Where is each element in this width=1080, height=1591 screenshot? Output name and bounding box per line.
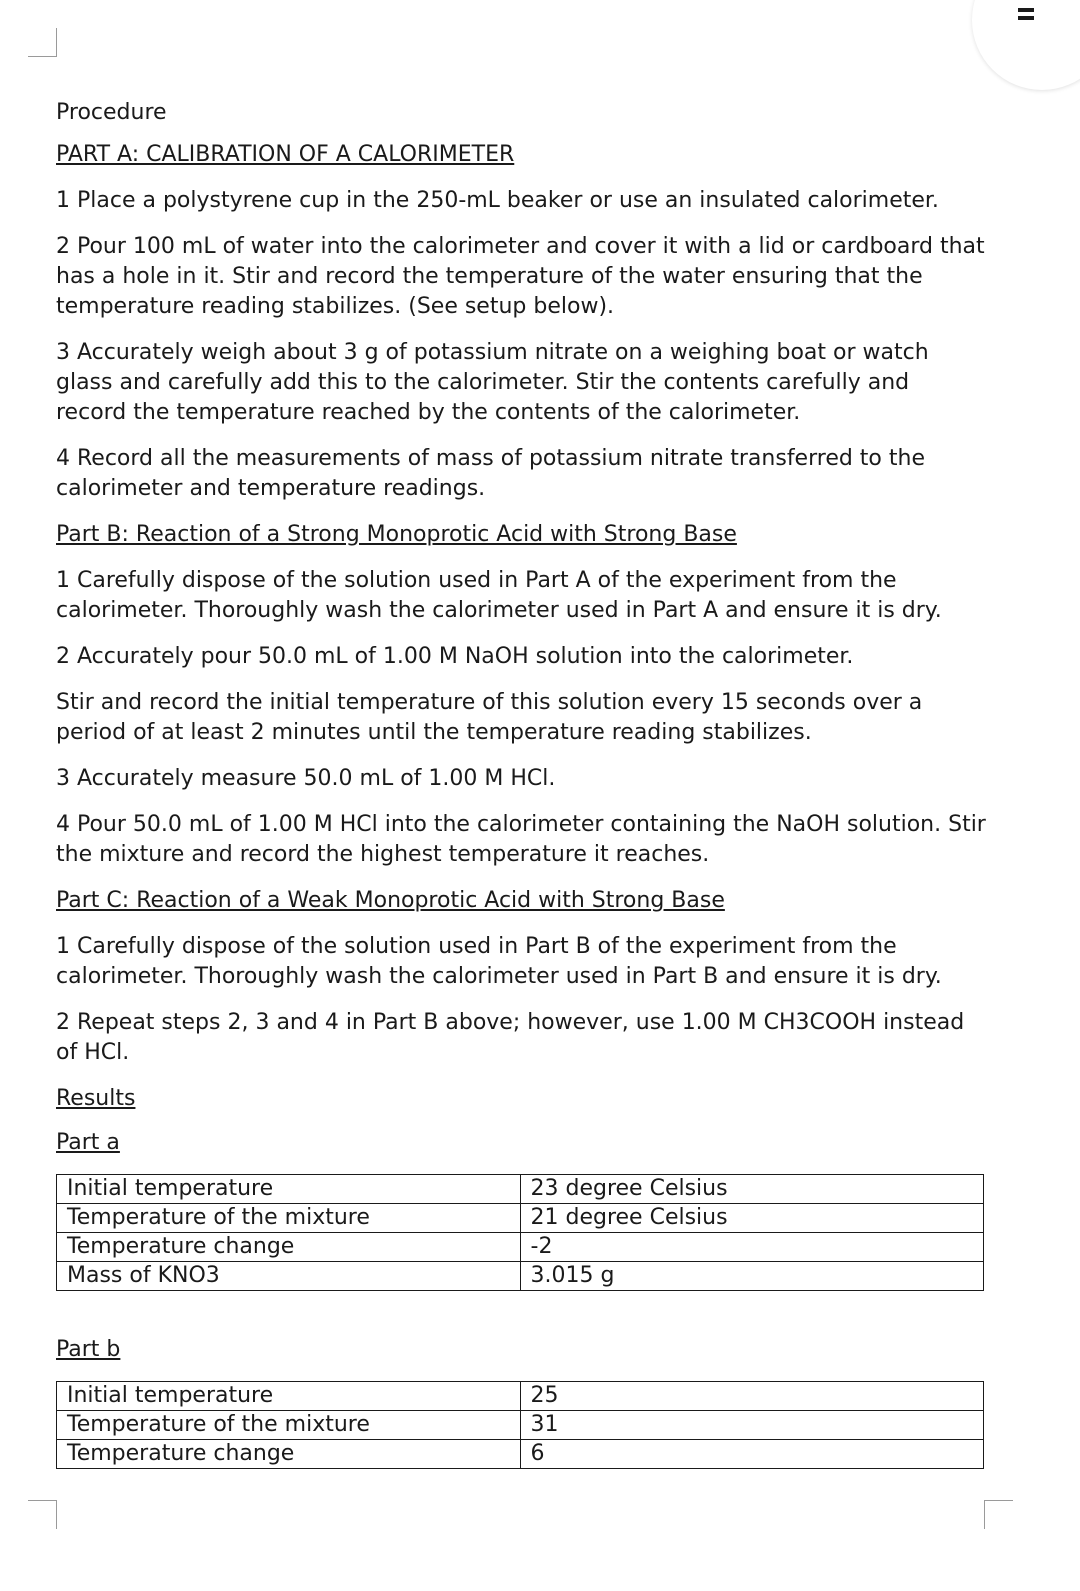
part-b-step: Stir and record the initial temperature of this solution every 15 seconds over a period of at least 2 minutes until the temperature reading stabilizes. <box>56 690 923 745</box>
part-b-step: 1 Carefully dispose of the solution used in Part A of the experiment from the calorimeter. Thoroughly wash the calorimeter used in Part A and ensure it is dry. <box>56 568 942 623</box>
table-cell-label: Mass of KNO3 <box>57 1262 521 1291</box>
part-b-step: 3 Accurately measure 50.0 mL of 1.00 M HCl. <box>56 766 556 791</box>
results-heading: Results <box>56 1086 136 1111</box>
page-corner-mark <box>28 28 57 57</box>
table-cell-value: 23 degree Celsius <box>520 1175 984 1204</box>
part-a-step: 2 Pour 100 mL of water into the calorimeter and cover it with a lid or cardboard that has a hole in it. Stir and record the temperature of the water ensuring that the temperature reading stabilizes. (See setup below). <box>56 234 985 319</box>
table-row <box>57 1204 984 1233</box>
table-cell-label: Temperature of the mixture <box>57 1204 521 1233</box>
table-row <box>57 1440 984 1469</box>
procedure-heading: Procedure <box>56 100 167 125</box>
page-corner-mark <box>984 1500 1013 1529</box>
results-part-b-heading: Part b <box>56 1337 121 1362</box>
page-corner-mark <box>28 1500 57 1529</box>
table-row <box>57 1233 984 1262</box>
part-b-step: 2 Accurately pour 50.0 mL of 1.00 M NaOH solution into the calorimeter. <box>56 644 854 669</box>
table-cell-label: Initial temperature <box>57 1175 521 1204</box>
table-row <box>57 1175 984 1204</box>
results-table-part-a <box>56 1174 984 1291</box>
table-cell-value: 3.015 g <box>520 1262 984 1291</box>
part-a-step: 4 Record all the measurements of mass of potassium nitrate transferred to the calorimeter and temperature readings. <box>56 446 925 501</box>
table-cell-label: Initial temperature <box>57 1382 521 1411</box>
table-cell-value: 21 degree Celsius <box>520 1204 984 1233</box>
part-c-step: 1 Carefully dispose of the solution used in Part B of the experiment from the calorimeter. Thoroughly wash the calorimeter used in Part B and ensure it is dry. <box>56 934 942 989</box>
table-cell-value: 25 <box>520 1382 984 1411</box>
part-a-heading: PART A: CALIBRATION OF A CALORIMETER <box>56 142 515 167</box>
part-b-heading: Part B: Reaction of a Strong Monoprotic Acid with Strong Base <box>56 522 737 547</box>
table-row <box>57 1411 984 1440</box>
results-part-a-heading: Part a <box>56 1130 120 1155</box>
table-cell-value: 31 <box>520 1411 984 1440</box>
menu-icon[interactable] <box>1018 8 1034 28</box>
table-cell-label: Temperature change <box>57 1440 521 1469</box>
table-row <box>57 1262 984 1291</box>
part-c-heading: Part C: Reaction of a Weak Monoprotic Acid with Strong Base <box>56 888 725 913</box>
results-table-part-b <box>56 1381 984 1469</box>
table-cell-value: 6 <box>520 1440 984 1469</box>
table-cell-label: Temperature change <box>57 1233 521 1262</box>
part-b-step: 4 Pour 50.0 mL of 1.00 M HCl into the calorimeter containing the NaOH solution. Stir the mixture and record the highest temperature it reaches. <box>56 812 986 867</box>
table-row <box>57 1382 984 1411</box>
table-cell-value: -2 <box>520 1233 984 1262</box>
part-a-step: 3 Accurately weigh about 3 g of potassium nitrate on a weighing boat or watch glass and carefully add this to the calorimeter. Stir the contents carefully and record the temperature reached by the contents of the calorimeter. <box>56 340 929 425</box>
document-page <box>56 98 986 1469</box>
part-a-step: 1 Place a polystyrene cup in the 250-mL beaker or use an insulated calorimeter. <box>56 188 939 213</box>
table-cell-label: Temperature of the mixture <box>57 1411 521 1440</box>
part-c-step: 2 Repeat steps 2, 3 and 4 in Part B above; however, use 1.00 M CH3COOH instead of HCl. <box>56 1010 965 1065</box>
